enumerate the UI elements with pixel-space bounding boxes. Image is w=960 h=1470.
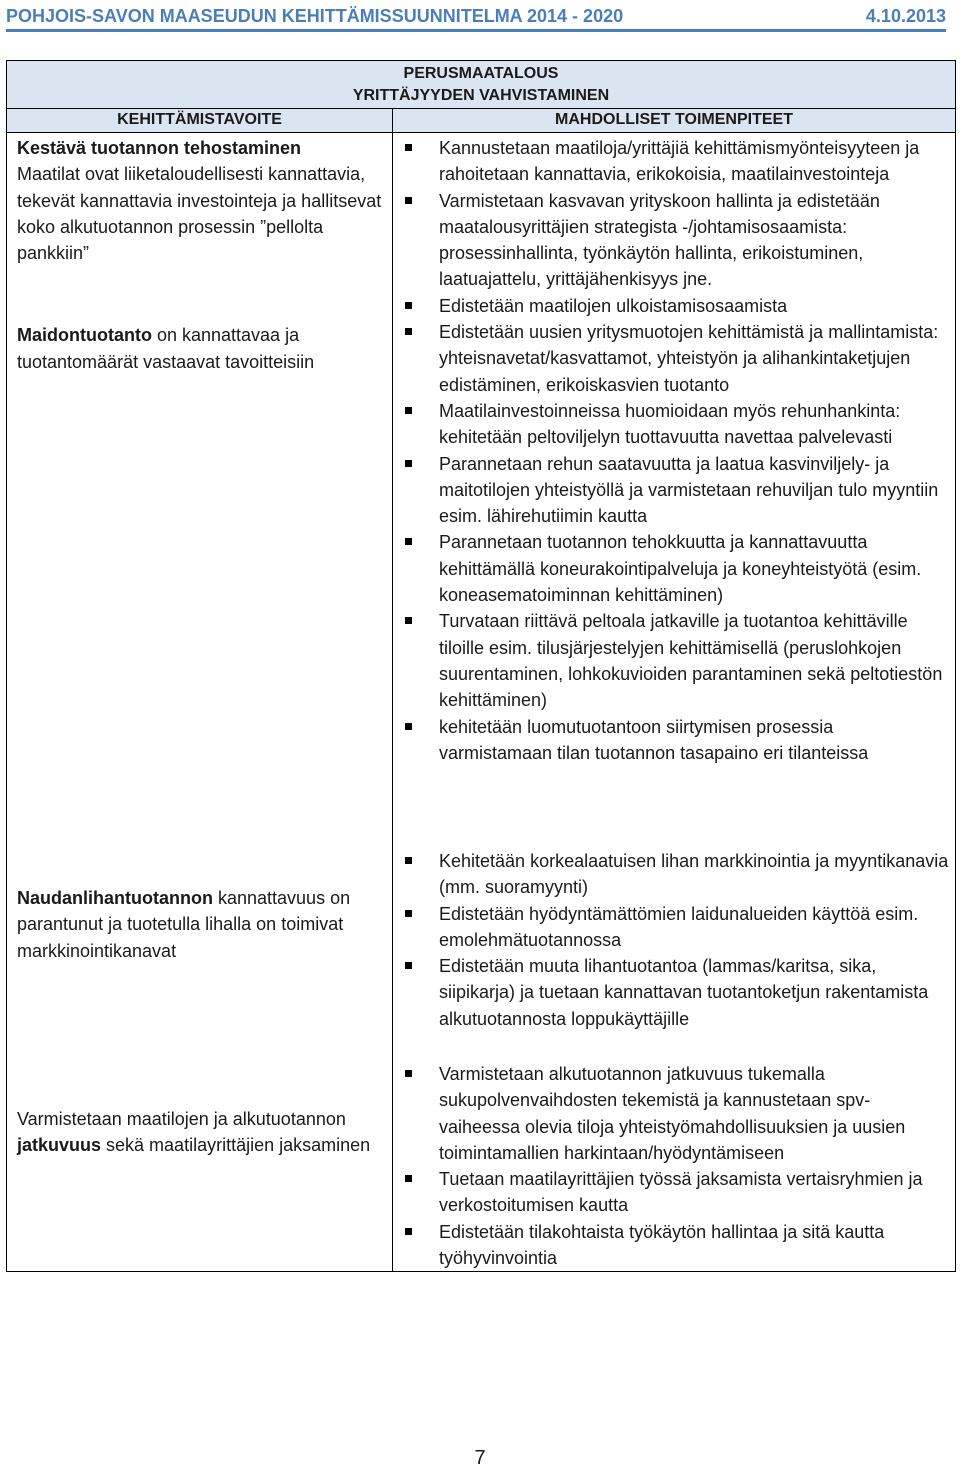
list-item: Tuetaan maatilayrittäjien työssä jaksamista vertaisryhmien ja verkostoitumisen kautta <box>399 1166 949 1219</box>
goal-2-text: kannattavuus on parantunut ja tuotetulla lihalla on toimivat markkinointikanavat <box>17 888 351 961</box>
page-number: 7 <box>474 1447 486 1469</box>
goal-1b-heading: Maidontuotanto <box>17 325 152 346</box>
column-header-measures: MAHDOLLISET TOIMENPITEET <box>393 109 955 133</box>
list-item: Edistetään muuta lihantuotantoa (lammas/karitsa, sika, siipikarja) ja tuetaan kannattavan tuotantoketjun rakentamista alkutuotannosta loppukäyttäjille <box>399 953 949 1032</box>
table-title-line2: YRITTÄJYYDEN VAHVISTAMINEN <box>352 87 610 104</box>
measures-list-2 <box>399 848 949 1032</box>
goal-1b-text: on kannattavaa ja tuotantomäärät vastaavat tavoitteisiin <box>17 325 315 372</box>
column-divider <box>392 109 393 1272</box>
list-item: kehitetään luomutuotantoon siirtymisen prosessia varmistamaan tilan tuotannon tasapaino eri tilanteissa <box>399 714 949 767</box>
goal-cell-1 <box>17 135 382 375</box>
list-item: Kannustetaan maatiloja/yrittäjiä kehittämismyönteisyyteen ja rahoitetaan kannattavia, erikokoisia, maatilainvestointeja <box>399 135 949 188</box>
goal-2-heading: Naudanlihantuotannon <box>17 888 213 908</box>
goal-cell-2 <box>17 885 382 964</box>
measures-list-1 <box>399 135 949 766</box>
list-item: Varmistetaan alkutuotannon jatkuvuus tukemalla sukupolvenvaihdosten tekemistä ja kannustetaan spv-vaiheessa olevia tiloja yhteistyömahdollisuuksien ja uusien toimintamallien harkintaan/hyödyntämiseen <box>399 1061 949 1166</box>
column-header-goal: KEHITTÄMISTAVOITE <box>7 109 392 133</box>
list-item: Kehitetään korkealaatuisen lihan markkinointia ja myyntikanavia (mm. suoramyynti) <box>399 848 949 901</box>
table-title-line1: PERUSMAATALOUS <box>403 65 559 82</box>
goal-1a-heading: Kestävä tuotannon tehostaminen <box>17 138 302 158</box>
list-item: Maatilainvestoinneissa huomioidaan myös rehunhankinta: kehitetään peltoviljelyn tuottavuutta navettaa palvelevasti <box>399 398 949 451</box>
list-item: Edistetään uusien yritysmuotojen kehittämistä ja mallintamista: yhteisnavetat/kasvattamot, yhteistyön ja alihankintaketjujen edistäminen, erikoiskasvien tuotanto <box>399 319 949 398</box>
measures-list-3 <box>399 1061 949 1271</box>
goal-cell-3 <box>17 1106 382 1159</box>
list-item: Parannetaan tuotannon tehokkuutta ja kannattavuutta kehittämällä koneurakointipalveluja ja koneyhteistyötä (esim. koneasematoiminnan kehittäminen) <box>399 529 949 608</box>
list-item: Varmistetaan kasvavan yrityskoon hallinta ja edistetään maatalousyrittäjien strategista -/johtamisosaamista: prosessinhallinta, työnkäytön hallinta, erikoistuminen, laatuajattelu, yrittäjähenkisyys jne. <box>399 188 949 293</box>
goal-3-heading: jatkuvuus <box>17 1135 102 1156</box>
goal-3-text-pre: Varmistetaan maatilojen ja alkutuotannon <box>17 1109 346 1129</box>
list-item: Parannetaan rehun saatavuutta ja laatua kasvinviljely- ja maitotilojen yhteistyöllä ja varmistetaan rehuviljan tulo myyntiin esim. lähirehutiimin kautta <box>399 451 949 530</box>
list-item: Turvataan riittävä peltoala jatkaville ja tuotantoa kehittäville tiloille esim. tilusjärjestelyjen kehittämisellä (peruslohkojen suurentaminen, lohkokuvioiden parantaminen sekä peltotiestön kehittäminen) <box>399 608 949 713</box>
document-header <box>6 4 946 32</box>
goal-3-text-post: sekä maatilayrittäjien jaksaminen <box>101 1135 371 1156</box>
document-date: 4.10.2013 <box>865 6 946 26</box>
table-title <box>7 61 955 109</box>
goal-1a-text: Maatilat ovat liiketaloudellisesti kannattavia, tekevät kannattavia investointeja ja hallitsevat koko alkutuotannon prosessin ”pellolta pankkiin” <box>17 164 382 264</box>
plan-table <box>6 60 956 1272</box>
list-item: Edistetään maatilojen ulkoistamisosaamista <box>399 293 949 319</box>
list-item: Edistetään hyödyntämättömien laidunalueiden käyttöä esim. emolehmätuotannossa <box>399 901 949 954</box>
list-item: Edistetään tilakohtaista työkäytön hallintaa ja sitä kautta työhyvinvointia <box>399 1219 949 1272</box>
document-title: POHJOIS-SAVON MAASEUDUN KEHITTÄMISSUUNNITELMA 2014 - 2020 <box>6 6 624 26</box>
